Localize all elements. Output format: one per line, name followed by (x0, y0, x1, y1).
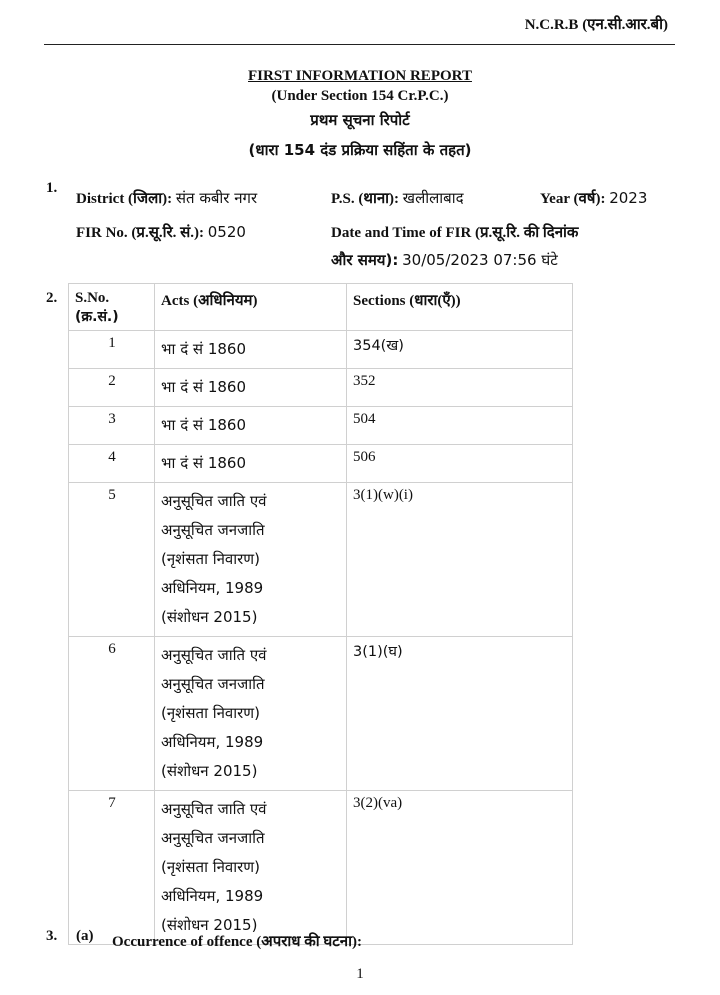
act-line: (नृशंसता निवारण) (161, 704, 260, 722)
row-section: 3(2)(va) (347, 791, 573, 945)
row-act (155, 407, 347, 445)
table-row (69, 791, 573, 945)
report-subtitle-hindi: (धारा 154 दंड प्रक्रिया सहिंता के तहत) (248, 141, 472, 159)
district-label: District (जिला): (76, 191, 173, 207)
datetime-value: 30/05/2023 07:56 घंटे (402, 251, 558, 269)
row-act (155, 445, 347, 483)
act-line: अनुसूचित जनजाति (161, 521, 265, 539)
section-2-number: 2. (46, 290, 58, 306)
ps-value: खलीलाबाद (402, 189, 464, 207)
table-row (69, 331, 573, 369)
sections-header: Sections (धारा(एँ)) (347, 284, 573, 331)
acts-sections-table (68, 283, 573, 945)
table-header-row (69, 284, 573, 331)
row-sno: 4 (69, 445, 155, 483)
row-act (155, 369, 347, 407)
fir-field (76, 222, 246, 242)
section-3-sub: (a) (76, 928, 94, 944)
section-1-number: 1. (46, 180, 58, 196)
act-line: भा दं सं 1860 (161, 416, 247, 434)
year-value: 2023 (609, 189, 648, 207)
district-field (76, 188, 257, 208)
row-sno: 1 (69, 331, 155, 369)
report-title-hindi: प्रथम सूचना रिपोर्ट (310, 111, 410, 129)
header-divider (44, 44, 675, 45)
page-number: 1 (356, 966, 364, 982)
act-line: भा दं सं 1860 (161, 378, 247, 396)
row-sno: 6 (69, 637, 155, 791)
fir-label: FIR No. (प्र.सू.रि. सं.): (76, 225, 204, 241)
row-section: 3(1)(घ) (347, 637, 573, 791)
table-row (69, 407, 573, 445)
row-section: 352 (347, 369, 573, 407)
year-field (540, 188, 647, 208)
act-line: अधिनियम, 1989 (161, 733, 264, 751)
report-subtitle: (Under Section 154 Cr.P.C.) (271, 88, 449, 104)
act-line: अधिनियम, 1989 (161, 579, 264, 597)
act-line: (नृशंसता निवारण) (161, 550, 260, 568)
datetime-field (331, 250, 558, 270)
section-3-number: 3. (46, 928, 58, 944)
act-line: भा दं सं 1860 (161, 340, 247, 358)
row-sno: 3 (69, 407, 155, 445)
report-title: FIRST INFORMATION REPORT (248, 68, 472, 84)
row-section: 504 (347, 407, 573, 445)
table-row (69, 637, 573, 791)
act-line: अधिनियम, 1989 (161, 887, 264, 905)
acts-header: Acts (अधिनियम) (155, 284, 347, 331)
row-section: 3(1)(w)(i) (347, 483, 573, 637)
act-line: अनुसूचित जनजाति (161, 829, 265, 847)
district-value: संत कबीर नगर (175, 189, 258, 207)
act-line: (संशोधन 2015) (161, 608, 258, 626)
row-sno: 2 (69, 369, 155, 407)
table-row (69, 483, 573, 637)
act-line: अनुसूचित जाति एवं (161, 646, 267, 664)
row-act (155, 791, 347, 945)
table-row (69, 369, 573, 407)
row-section: 354(ख) (347, 331, 573, 369)
act-line: अनुसूचित जाति एवं (161, 800, 267, 818)
datetime-label-line-1: Date and Time of FIR (प्र.सू.रि. की दिनांक (331, 225, 579, 241)
datetime-label-line-2: और समय): (331, 251, 399, 269)
table-row (69, 445, 573, 483)
ps-label: P.S. (थाना): (331, 191, 400, 207)
act-line: अनुसूचित जाति एवं (161, 492, 267, 510)
act-line: (संशोधन 2015) (161, 762, 258, 780)
ps-field (331, 188, 464, 208)
fir-value: 0520 (207, 223, 246, 241)
act-line: (नृशंसता निवारण) (161, 858, 260, 876)
year-label: Year (वर्ष): (540, 191, 606, 207)
row-act (155, 331, 347, 369)
row-act (155, 483, 347, 637)
occurrence-label: Occurrence of offence (अपराध की घटना): (112, 934, 362, 950)
ncrb-header: N.C.R.B (एन.सी.आर.बी) (524, 17, 668, 33)
act-line: अनुसूचित जनजाति (161, 675, 265, 693)
row-section: 506 (347, 445, 573, 483)
act-line: भा दं सं 1860 (161, 454, 247, 472)
row-sno: 5 (69, 483, 155, 637)
row-sno: 7 (69, 791, 155, 945)
row-act (155, 637, 347, 791)
sno-header: S.No. (क्र.सं.) (69, 284, 155, 331)
act-line: (संशोधन 2015) (161, 916, 258, 934)
